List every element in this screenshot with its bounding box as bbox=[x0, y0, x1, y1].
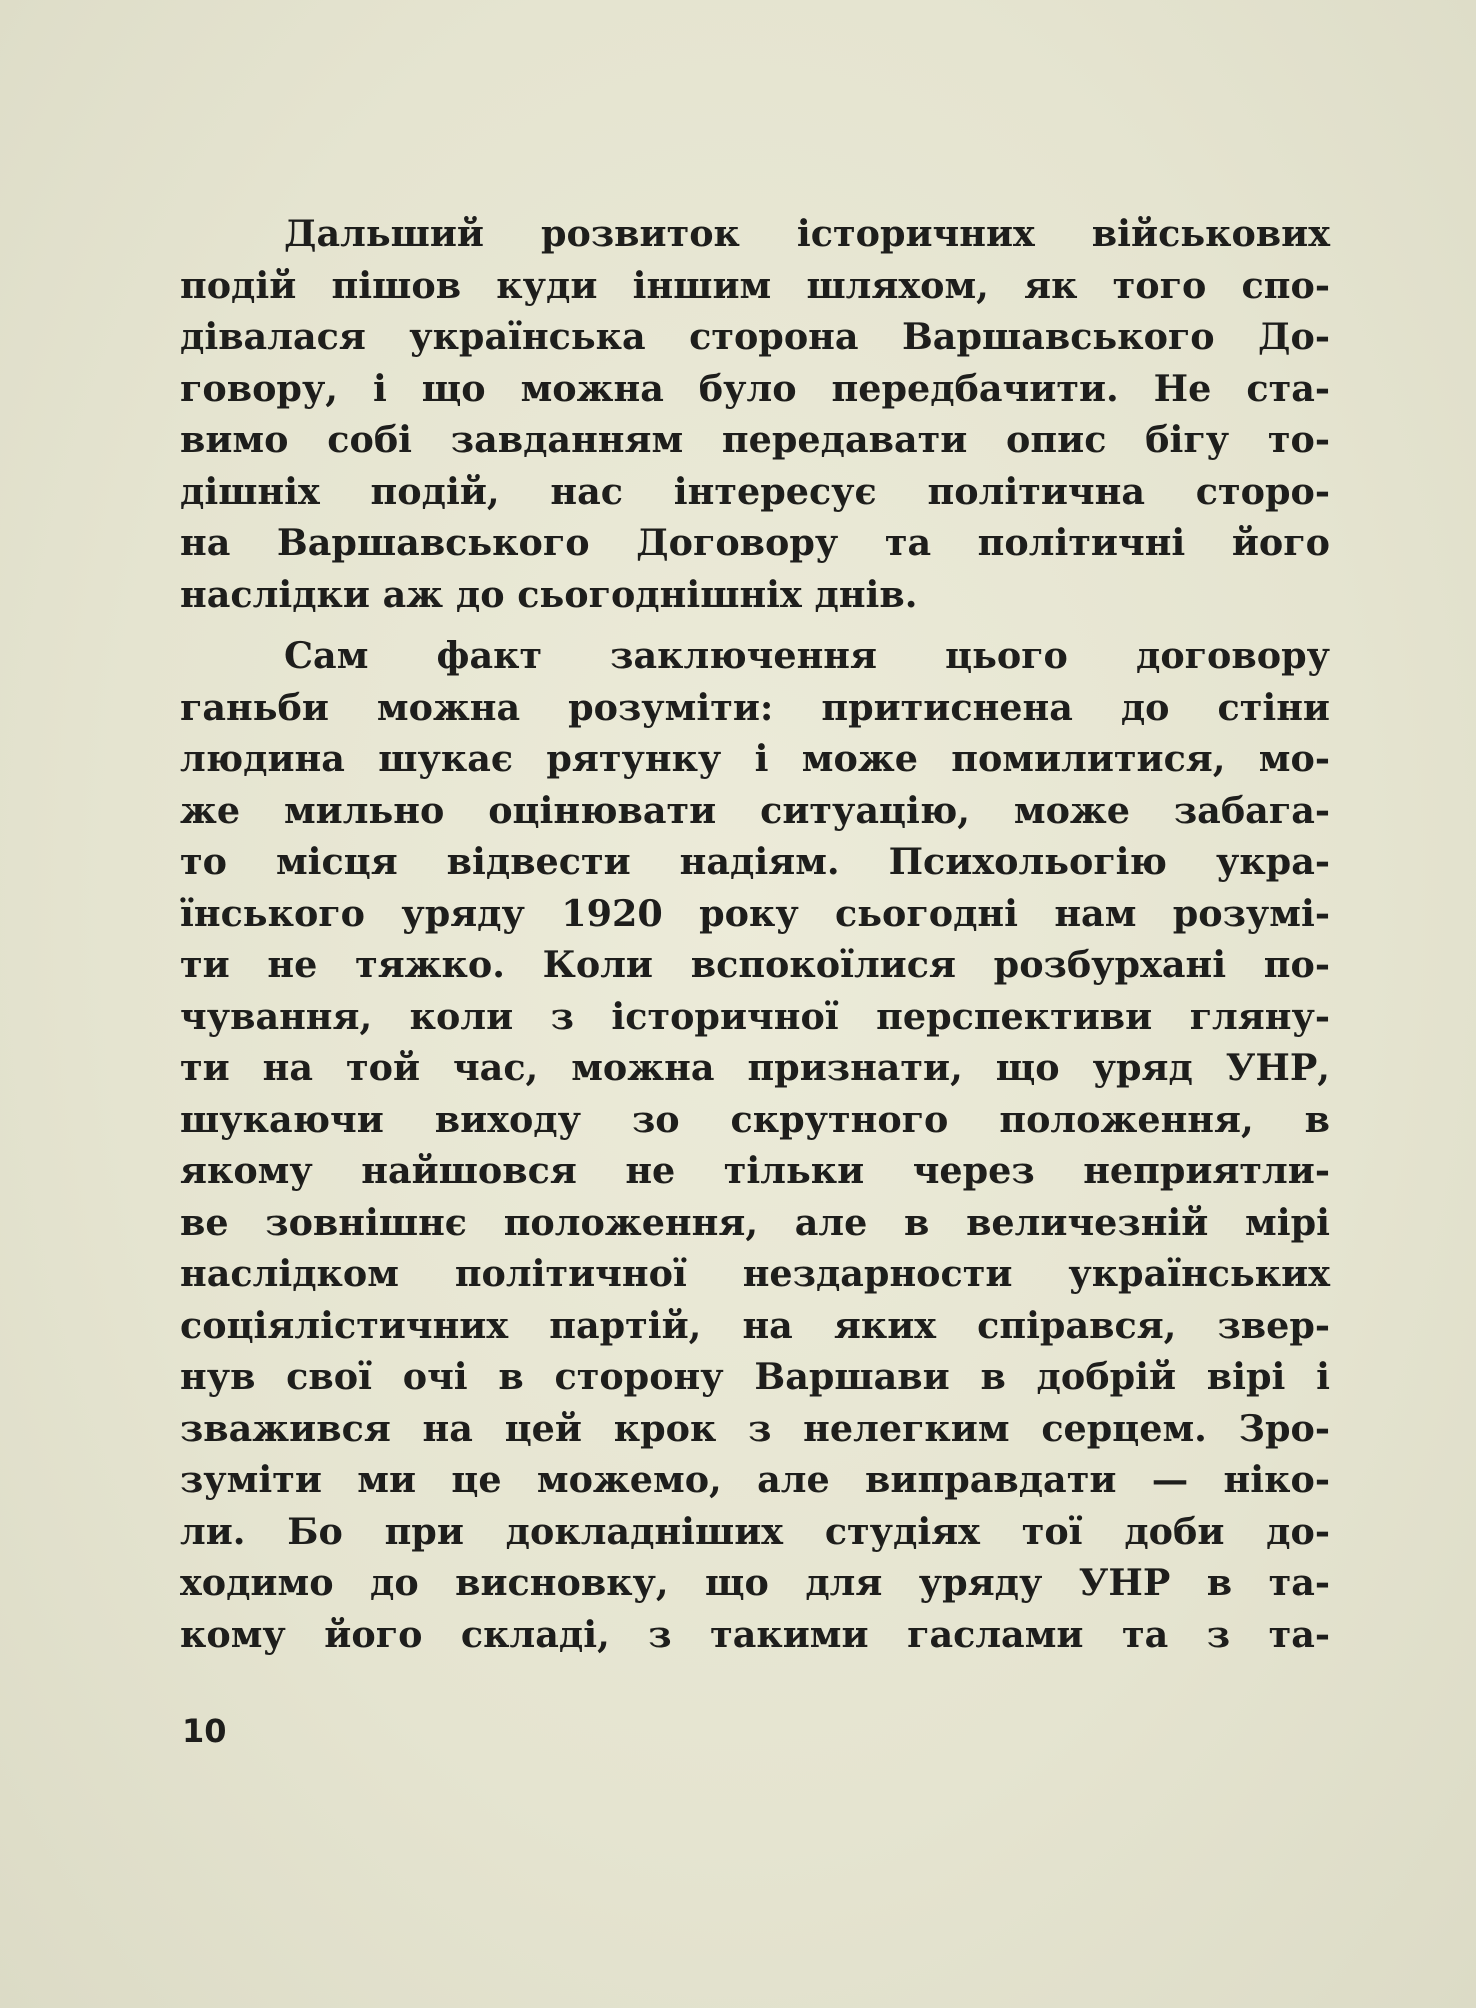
text-line: зважився на цей крок з нелегким серцем. Зро- bbox=[180, 1406, 1330, 1450]
text-line: вимо собі завданням передавати опис бігу то- bbox=[180, 418, 1330, 461]
text-line: на Варшавського Договору та політичні його bbox=[180, 521, 1330, 564]
body-text bbox=[180, 208, 1330, 1660]
text-line: ти не тяжко. Коли вспокоїлися розбурхані по- bbox=[180, 943, 1330, 986]
text-line: їнського уряду 1920 року сьогодні нам розумі- bbox=[180, 891, 1330, 935]
text-line: говору, і що можна було передбачити. Не ста- bbox=[180, 366, 1330, 410]
text-line: кому його складі, з такими гаслами та з та- bbox=[180, 1612, 1330, 1656]
paragraph-2 bbox=[180, 630, 1330, 1660]
text-line: ходимо до висновку, що для уряду УНР в та- bbox=[180, 1561, 1330, 1604]
text-line: Сам факт заключення цього договору bbox=[284, 634, 1330, 677]
text-line: чування, коли з історичної перспективи гляну- bbox=[180, 994, 1330, 1038]
text-line: шукаючи виходу зо скрутного положення, в bbox=[180, 1097, 1330, 1141]
text-line: наслідки аж до сьогоднішніх днів. bbox=[180, 572, 918, 616]
text-line: зуміти ми це можемо, але виправдати — ніко- bbox=[180, 1458, 1330, 1501]
text-line: же мильно оцінювати ситуацію, може забага- bbox=[180, 788, 1330, 832]
paragraph-gap bbox=[180, 620, 1330, 630]
text-line: якому найшовся не тільки через неприятли- bbox=[180, 1149, 1330, 1192]
text-line: ти на той час, можна признати, що уряд УНР, bbox=[180, 1046, 1330, 1089]
text-line: соціялістичних партій, на яких спірався, звер- bbox=[180, 1303, 1330, 1347]
text-line: ве зовнішнє положення, але в величезній мірі bbox=[180, 1200, 1330, 1244]
text-line: Дальший розвиток історичних військових bbox=[284, 212, 1330, 255]
text-line: наслідком політичної нездарности українських bbox=[180, 1252, 1330, 1295]
paragraph-1 bbox=[180, 208, 1330, 620]
text-line: дішніх подій, нас інтересує політична сторо- bbox=[180, 469, 1330, 513]
text-line: ганьби можна розуміти: притиснена до стіни bbox=[180, 685, 1330, 729]
text-line: то місця відвести надіям. Психольогію укра- bbox=[180, 840, 1330, 883]
page-number: 10 bbox=[182, 1712, 227, 1750]
text-line: людина шукає рятунку і може помилитися, мо- bbox=[180, 737, 1330, 780]
text-line: подій пішов куди іншим шляхом, як того спо- bbox=[180, 263, 1330, 307]
text-line: дівалася українська сторона Варшавського До- bbox=[180, 315, 1330, 358]
text-line: нув свої очі в сторону Варшави в добрій вірі і bbox=[180, 1355, 1330, 1398]
text-line: ли. Бо при докладніших студіях тої доби до- bbox=[180, 1509, 1330, 1553]
